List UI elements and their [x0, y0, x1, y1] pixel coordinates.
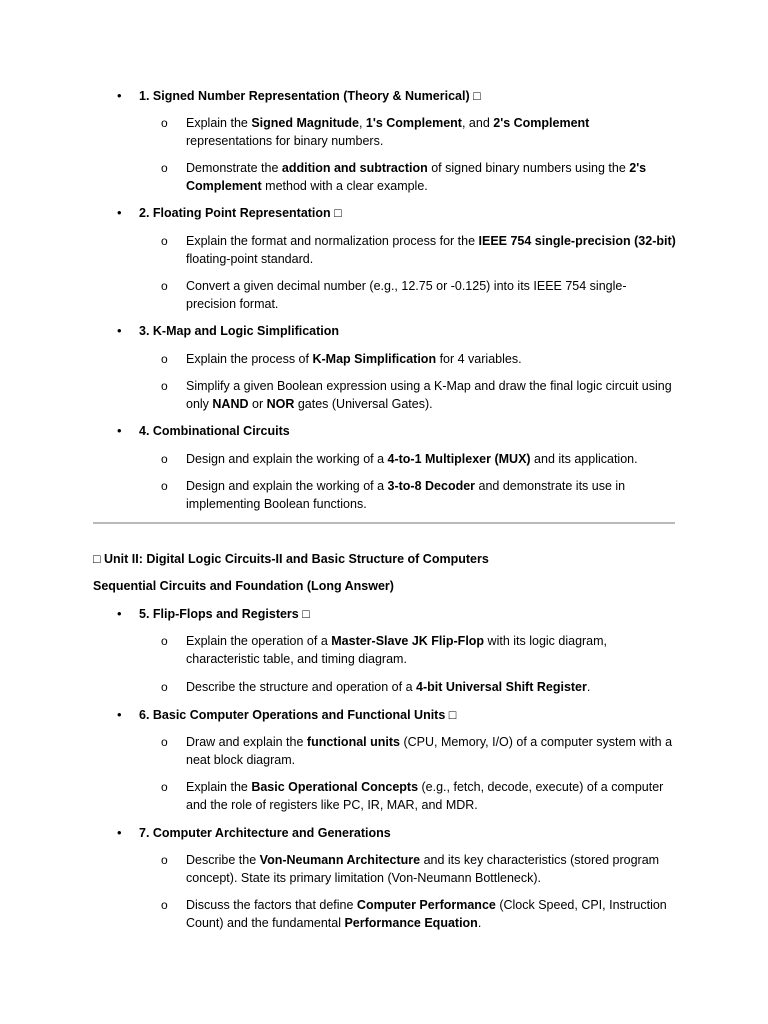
bullet-icon: • [117, 205, 122, 220]
bullet-icon: • [117, 606, 122, 621]
bullet-icon: • [117, 323, 122, 338]
bullet-icon: • [117, 825, 122, 840]
sub-bullet-icon: o [161, 352, 168, 366]
sub-bullet-icon: o [161, 479, 168, 493]
section-7-item-1: o Describe the Von-Neumann Architecture and its key characteristics (stored program concept). State its primary limitation (Von-Neumann Bottleneck). [161, 853, 660, 885]
section-7-item-2: o Discuss the factors that define Computer Performance (Clock Speed, CPI, Instruction Count) and the fundamental Performance Equation. [161, 898, 667, 930]
section-1-item-2: o Demonstrate the addition and subtraction of signed binary numbers using the 2's Complement method with a clear example. [161, 161, 647, 193]
bullet-icon: • [117, 423, 122, 438]
bullet-icon: • [117, 707, 122, 722]
section-4-title: • 4. Combinational Circuits [117, 423, 290, 438]
unit-2-heading: □ Unit II: Digital Logic Circuits-II and Basic Structure of Computers [93, 552, 489, 566]
bullet-icon: • [117, 88, 122, 103]
sub-bullet-icon: o [161, 279, 168, 293]
sub-bullet-icon: o [161, 234, 168, 248]
section-7-title: • 7. Computer Architecture and Generations [117, 825, 391, 840]
section-3-item-1: o Explain the process of K-Map Simplification for 4 variables. [161, 352, 522, 366]
section-2-item-1: o Explain the format and normalization process for the IEEE 754 single-precision (32-bit) floating-point standard. [161, 234, 676, 266]
section-5-title: • 5. Flip-Flops and Registers □ [117, 606, 310, 621]
section-3-title: • 3. K-Map and Logic Simplification [117, 323, 340, 338]
section-4-item-1: o Design and explain the working of a 4-to-1 Multiplexer (MUX) and its application. [161, 452, 638, 466]
sub-bullet-icon: o [161, 452, 168, 466]
section-3-item-2: o Simplify a given Boolean expression using a K-Map and draw the final logic circuit using only NAND or NOR gates (Universal Gates). [161, 379, 672, 411]
section-1-title: • 1. Signed Number Representation (Theory & Numerical) □ [117, 88, 481, 103]
section-6-item-2: o Explain the Basic Operational Concepts (e.g., fetch, decode, execute) of a computer and the role of registers like PC, IR, MAR, and MDR. [161, 780, 664, 812]
section-6-item-1: o Draw and explain the functional units (CPU, Memory, I/O) of a computer system with a neat block diagram. [161, 735, 673, 767]
sub-bullet-icon: o [161, 680, 168, 694]
sub-bullet-icon: o [161, 161, 168, 175]
unit-2-subheading: Sequential Circuits and Foundation (Long Answer) [93, 579, 394, 593]
sub-bullet-icon: o [161, 634, 168, 648]
section-5-item-1: o Explain the operation of a Master-Slave JK Flip-Flop with its logic diagram, characteristic table, and timing diagram. [161, 634, 608, 666]
sub-bullet-icon: o [161, 898, 168, 912]
section-1-item-1: o Explain the Signed Magnitude, 1's Complement, and 2's Complement representations for binary numbers. [161, 116, 590, 148]
horizontal-divider [93, 522, 675, 524]
section-2-item-2: o Convert a given decimal number (e.g., 12.75 or -0.125) into its IEEE 754 single-precision format. [161, 279, 627, 311]
sub-bullet-icon: o [161, 116, 168, 130]
sub-bullet-icon: o [161, 379, 168, 393]
sub-bullet-icon: o [161, 735, 168, 749]
sub-bullet-icon: o [161, 853, 168, 867]
sub-bullet-icon: o [161, 780, 168, 794]
section-2-title: • 2. Floating Point Representation □ [117, 205, 342, 220]
section-5-item-2: o Describe the structure and operation of a 4-bit Universal Shift Register. [161, 680, 591, 694]
section-6-title: • 6. Basic Computer Operations and Functional Units □ [117, 707, 457, 722]
section-4-item-2: o Design and explain the working of a 3-to-8 Decoder and demonstrate its use in implementing Boolean functions. [161, 479, 626, 511]
